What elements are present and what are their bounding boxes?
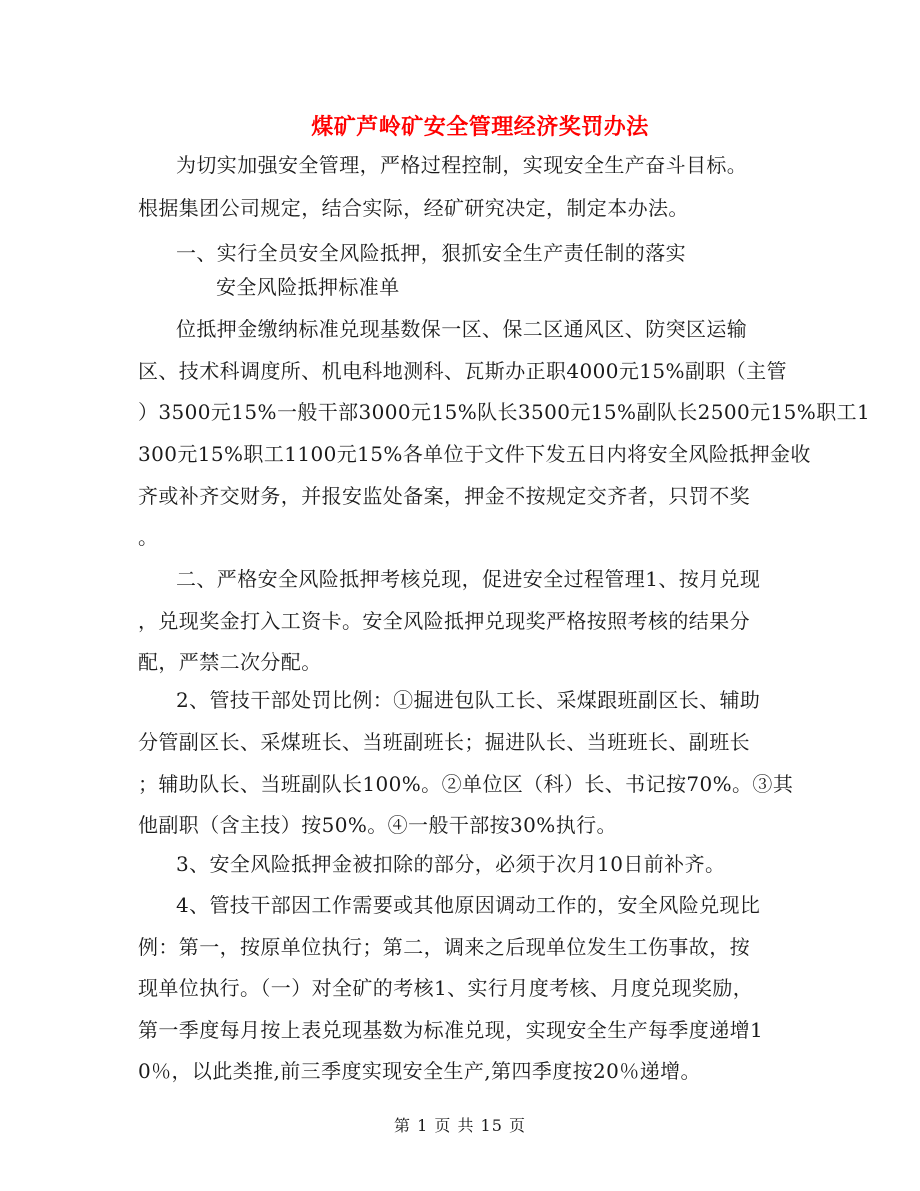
paragraph-line: 现单位执行。（一）对全矿的考核1、实行月度考核、月度兑现奖励，: [138, 976, 754, 1000]
paragraph-line: 分管副区长、采煤班长、当班副班长；掘进队长、当班班长、副班长: [138, 730, 750, 754]
paragraph-line: 2、管技干部处罚比例：①掘进包队工长、采煤跟班副区长、辅助: [176, 688, 761, 712]
paragraph-line: 齐或补齐交财务，并报安监处备案，押金不按规定交齐者，只罚不奖: [138, 484, 750, 508]
paragraph-line: 为切实加强安全管理，严格过程控制，实现安全生产奋斗目标。: [176, 153, 748, 177]
paragraph-line: 4、管技干部因工作需要或其他原因调动工作的，安全风险兑现比: [176, 893, 761, 917]
paragraph-line: 3、安全风险抵押金被扣除的部分，必须于次月10日前补齐。: [176, 852, 726, 876]
paragraph-line: 配，严禁二次分配。: [138, 650, 322, 674]
paragraph-line: 0％，以此类推,前三季度实现安全生产,第四季度按20％递增。: [138, 1059, 701, 1083]
document-title: 煤矿芦岭矿安全管理经济奖罚办法: [311, 114, 649, 140]
paragraph-line: 区、技术科调度所、机电科地测科、瓦斯办正职4000元15%副职（主管: [138, 359, 787, 383]
section-heading: 二、严格安全风险抵押考核兑现，促进安全过程管理1、按月兑现: [176, 567, 761, 591]
paragraph-line: ）3500元15%一般干部3000元15%队长3500元15%副队长2500元15%职工1: [138, 400, 871, 424]
paragraph-line: 他副职（含主技）按50%。④一般干部按30%执行。: [138, 813, 617, 837]
paragraph-line: ，兑现奖金打入工资卡。安全风险抵押兑现奖严格按照考核的结果分: [138, 609, 750, 633]
section-heading: 一、实行全员安全风险抵押，狠抓安全生产责任制的落实: [176, 241, 686, 265]
page-footer: 第 1 页 共 15 页: [394, 1116, 526, 1135]
paragraph-line: 第一季度每月按上表兑现基数为标准兑现，实现安全生产每季度递增1: [138, 1018, 764, 1042]
paragraph-line: 300元15%职工1100元15%各单位于文件下发五日内将安全风险抵押金收: [138, 442, 811, 466]
paragraph-line: 。: [138, 525, 159, 549]
paragraph-line: 例：第一，按原单位执行；第二，调来之后现单位发生工伤事故，按: [138, 935, 750, 959]
paragraph-line: 位抵押金缴纳标准兑现基数保一区、保二区通风区、防突区运输: [176, 317, 748, 341]
table-title: 安全风险抵押标准单: [216, 275, 400, 299]
paragraph-line: ；辅助队长、当班副队长100%。②单位区（科）长、书记按70%。③其: [138, 772, 794, 796]
paragraph-line: 根据集团公司规定，结合实际，经矿研究决定，制定本办法。: [138, 196, 689, 220]
